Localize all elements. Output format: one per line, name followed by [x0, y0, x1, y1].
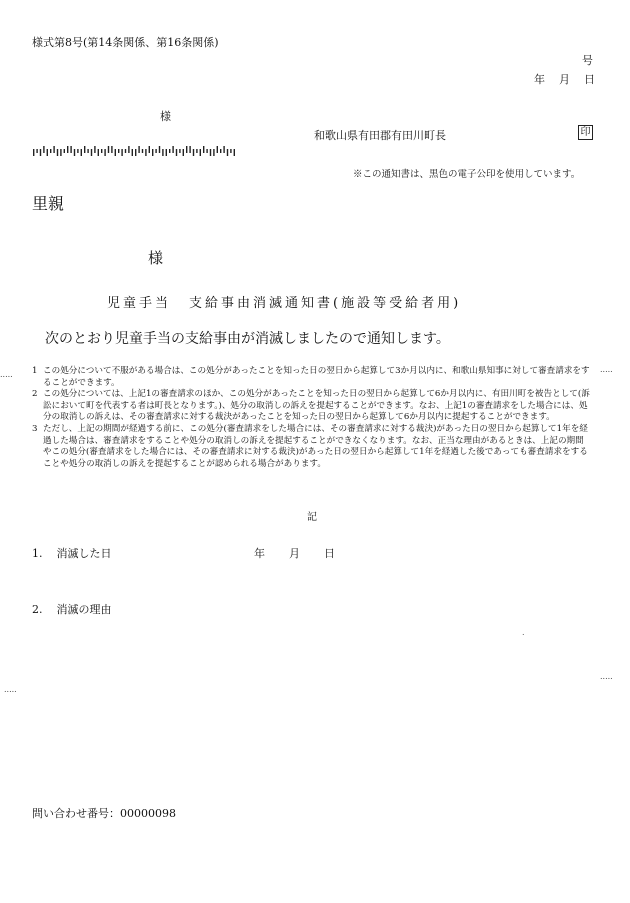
- clause-1: [32, 366, 592, 389]
- clause-text: この処分については、上記1の審査請求のほか、この処分があったことを知った日の翌日から起算して6か月以内に、有田川町を被告として(訴訟において町を代表する者は町長となります。)、処分の取消しの訴えを提起することができます。なお、上記1の審査請求をした場合には、処分の取消しの訴えは、その審査請求に対する裁決があったことを知った日の翌日から起算して6か月以内に提起することができます。: [43, 389, 590, 423]
- barcode-bar: [152, 149, 153, 156]
- seal-char: 印: [580, 127, 591, 138]
- barcode-bar: [118, 149, 119, 153]
- barcode-bar: [91, 149, 92, 156]
- barcode-bar: [87, 149, 88, 153]
- extinction-date-day: 日: [324, 547, 335, 560]
- barcode-bar: [98, 149, 99, 156]
- stray-dot: .: [522, 628, 525, 637]
- appeal-clauses: [32, 366, 592, 470]
- barcode-bar: [200, 149, 201, 156]
- clause-number: 3: [32, 423, 38, 434]
- item-extinction-reason-label: [32, 601, 112, 617]
- notification-message: 次のとおり児童手当の支給事由が消滅しましたので通知します。: [45, 331, 450, 347]
- barcode-bar: [94, 146, 95, 153]
- barcode-bar: [67, 146, 68, 153]
- barcode-bar: [132, 149, 133, 156]
- margin-dots-left-1: .....: [0, 370, 13, 379]
- barcode-bar: [81, 149, 82, 156]
- barcode-bar: [43, 146, 44, 153]
- extinction-date-year: 年: [254, 547, 265, 560]
- recipient-name: 里親: [32, 194, 65, 213]
- clause-number: 2: [32, 389, 38, 400]
- form-number: 様式第8号(第14条関係、第16条関係): [32, 36, 219, 49]
- title-part-2: 支給事由消滅通知書(施設等受給者用): [189, 296, 462, 311]
- barcode-bar: [230, 149, 231, 153]
- address-honorific: 様: [160, 110, 171, 123]
- barcode-bar: [125, 149, 126, 153]
- barcode-bar: [40, 149, 41, 156]
- barcode-bar: [159, 146, 160, 153]
- barcode-bar: [149, 146, 150, 153]
- barcode-bar: [57, 149, 58, 156]
- extinction-date-month: 月: [289, 547, 300, 560]
- margin-dots-right-1: .....: [600, 365, 613, 374]
- margin-dots-left-2: .....: [4, 685, 17, 694]
- document-title: [107, 292, 461, 311]
- barcode-bar: [138, 146, 139, 153]
- barcode-bar: [213, 149, 214, 156]
- barcode-bar: [179, 149, 180, 153]
- clause-2: [32, 389, 592, 424]
- postal-barcode: [32, 146, 237, 156]
- barcode-bar: [169, 149, 170, 153]
- clause-text: ただし、上記の期間が経過する前に、この処分(審査請求をした場合には、その審査請求に対する裁決)があった日の翌日から起算して1年を経過した場合は、審査請求をすることや処分の取消しの訴えを提起することができなくなります。なお、正当な理由があるときは、上記の期間やこの処分(審査請求をした場合には、その審査請求に対する裁決)があった日の翌日から起算して1年を経過した後であっても審査請求をすることや処分の取消しの訴えを提起することが認められる場合があります。: [43, 423, 588, 469]
- item-number: 1.: [32, 547, 43, 560]
- barcode-bar: [186, 146, 187, 153]
- issue-date-day: 日: [584, 73, 595, 86]
- barcode-bar: [74, 149, 75, 156]
- barcode-bar: [166, 149, 167, 156]
- barcode-bar: [145, 149, 146, 156]
- margin-dots-right-2: .....: [600, 672, 613, 681]
- barcode-bar: [193, 149, 194, 156]
- barcode-bar: [104, 149, 105, 156]
- barcode-bar: [121, 149, 122, 156]
- barcode-bar: [64, 149, 65, 153]
- barcode-bar: [36, 149, 37, 153]
- clause-text: この処分について不服がある場合は、この処分があったことを知った日の翌日から起算して3か月以内に、和歌山県知事に対して審査請求をすることができます。: [43, 366, 590, 388]
- barcode-bar: [70, 146, 71, 153]
- issue-date-year: 年: [534, 73, 545, 86]
- barcode-bar: [84, 146, 85, 153]
- barcode-bar: [162, 149, 163, 156]
- barcode-bar: [155, 149, 156, 153]
- clause-number: 1: [32, 366, 38, 376]
- ki-heading: 記: [307, 512, 317, 523]
- barcode-bar: [108, 146, 109, 153]
- barcode-bar: [101, 149, 102, 153]
- barcode-bar: [227, 149, 228, 156]
- clause-3: [32, 424, 592, 470]
- barcode-bar: [220, 149, 221, 153]
- item-extinction-date-label: [32, 545, 112, 561]
- seal-stamp: [578, 125, 593, 140]
- barcode-bar: [206, 149, 207, 153]
- barcode-bar: [234, 149, 235, 156]
- barcode-bar: [115, 149, 116, 156]
- barcode-bar: [142, 149, 143, 153]
- barcode-bar: [189, 146, 190, 153]
- barcode-bar: [217, 146, 218, 153]
- barcode-bar: [77, 149, 78, 153]
- barcode-bar: [223, 146, 224, 153]
- title-part-1: 児童手当: [107, 296, 172, 311]
- barcode-bar: [60, 149, 61, 156]
- item-label: 消滅した日: [56, 547, 112, 560]
- barcode-bar: [203, 146, 204, 153]
- recipient-honorific: 様: [148, 249, 164, 267]
- item-label: 消滅の理由: [56, 603, 112, 616]
- barcode-bar: [50, 149, 51, 153]
- inquiry-number: 問い合わせ番号：00000098: [32, 807, 176, 820]
- issue-date: [534, 71, 595, 87]
- document-number-label: 号: [582, 54, 593, 67]
- extinction-date: [254, 545, 335, 561]
- barcode-bar: [183, 149, 184, 156]
- barcode-bar: [172, 146, 173, 153]
- issuer-name: 和歌山県有田郡有田川町長: [314, 129, 446, 142]
- barcode-bar: [196, 149, 197, 153]
- barcode-bar: [33, 149, 34, 156]
- barcode-bar: [135, 149, 136, 156]
- barcode-bar: [111, 146, 112, 153]
- item-number: 2.: [32, 603, 43, 616]
- barcode-bar: [176, 149, 177, 156]
- barcode-bar: [47, 149, 48, 156]
- electronic-seal-note: ※この通知書は、黒色の電子公印を使用しています。: [353, 169, 581, 180]
- barcode-bar: [210, 149, 211, 156]
- barcode-bar: [128, 146, 129, 153]
- barcode-bar: [53, 146, 54, 153]
- issue-date-month: 月: [559, 73, 570, 86]
